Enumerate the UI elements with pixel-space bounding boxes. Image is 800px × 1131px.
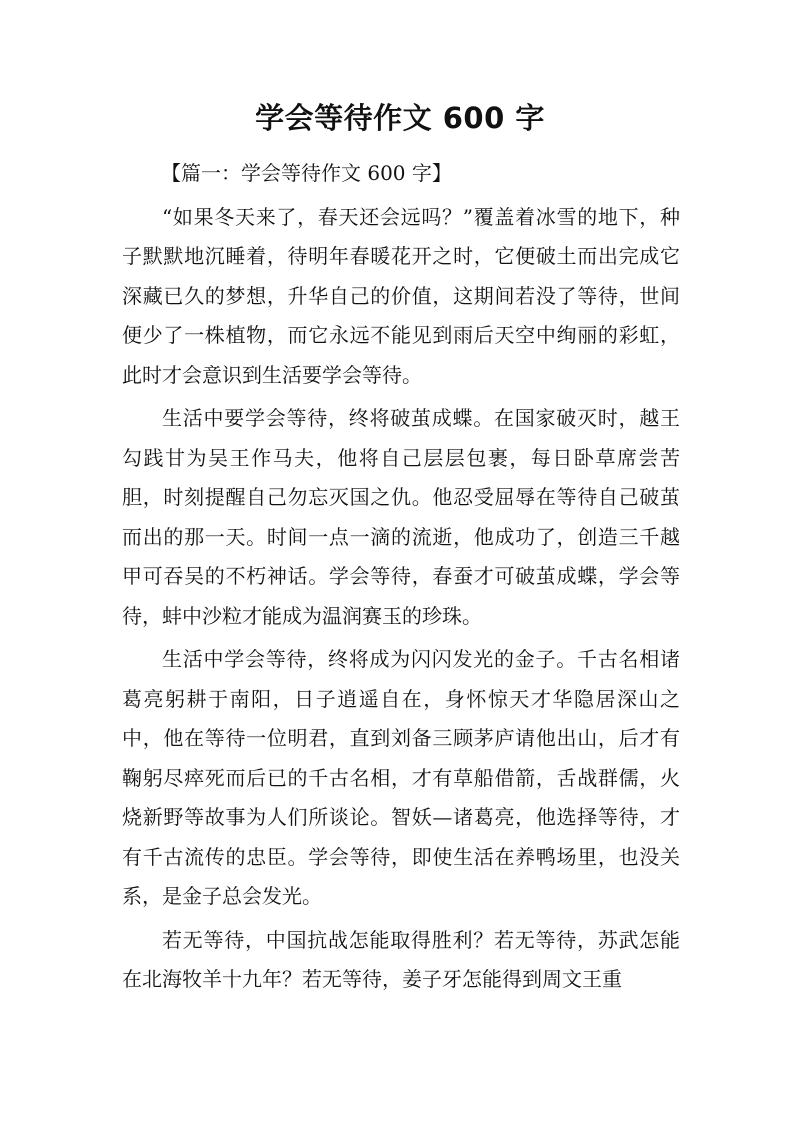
paragraph: 若无等待，中国抗战怎能取得胜利？若无等待，苏武怎能在北海牧羊十九年？若无等待，姜子牙怎能得到周文王重 — [122, 927, 680, 991]
paragraph: 生活中学会等待，终将成为闪闪发光的金子。千古名相诸葛亮躬耕于南阳，日子逍遥自在，身怀惊天才华隐居深山之中，他在等待一位明君，直到刘备三顾茅庐请他出山，后才有鞠躬尽瘁死而后已的千古名相，才有草船借箭，舌战群儒，火烧新野等故事为人们所谈论。智妖—诸葛亮，他选择等待，才有千古流传的忠臣。学会等待，即使生活在养鸭场里，也没关系，是金子总会发光。 — [122, 647, 680, 908]
section-heading: 【篇一：学会等待作文 600 字】 — [161, 161, 452, 185]
paragraph: “如果冬天来了，春天还会远吗？”覆盖着冰雪的地下，种子默默地沉睡着，待明年春暖花开之时，它便破土而出完成它深藏已久的梦想，升华自己的价值，这期间若没了等待，世间便少了一株植物，而它永远不能见到雨后天空中绚丽的彩虹，此时才会意识到生活要学会等待。 — [122, 204, 680, 387]
document-title: 学会等待作文 600 字 — [255, 101, 545, 135]
paragraph: 生活中要学会等待，终将破茧成蝶。在国家破灭时，越王勾践甘为吴王作马夫，他将自己层层包裹，每日卧草席尝苦胆，时刻提醒自己勿忘灭国之仇。他忍受屈辱在等待自己破茧而出的那一天。时间一点一滴的流逝，他成功了，创造三千越甲可吞吴的不朽神话。学会等待，春蚕才可破茧成蝶，学会等待，蚌中沙粒才能成为温润赛玉的珍珠。 — [122, 406, 680, 628]
document-body — [122, 154, 680, 1004]
